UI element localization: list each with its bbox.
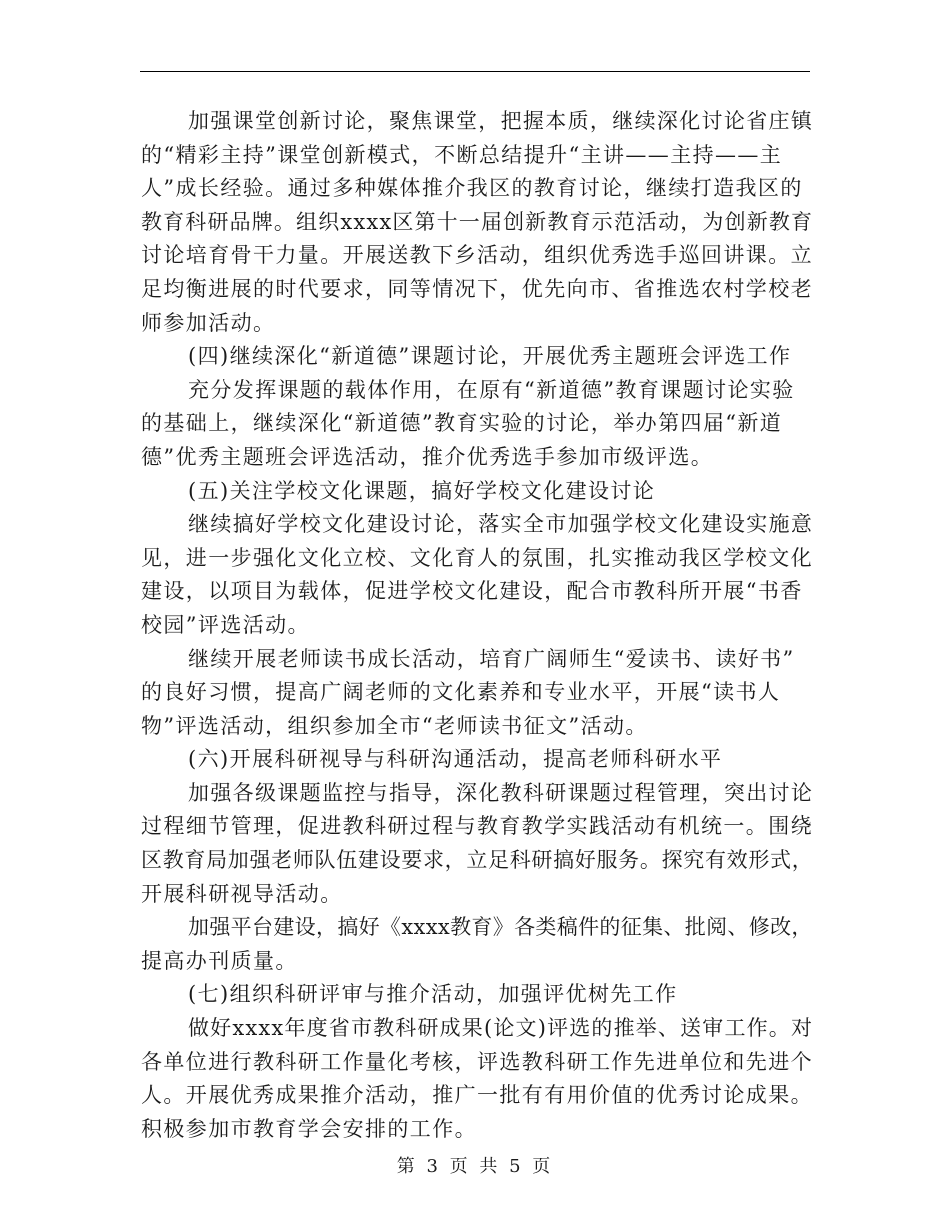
paragraph-line: 建设，以项目为载体，促进学校文化建设，配合市教科所开展“书香: [141, 579, 803, 604]
paragraph-line: 见，进一步强化文化立校、文化育人的氛围，扎实推动我区学校文化: [141, 545, 813, 570]
document-body: [141, 105, 813, 1146]
paragraph-line: 人”成长经验。通过多种媒体推介我区的教育讨论，继续打造我区的: [141, 176, 803, 201]
paragraph-line: 积极参加市教育学会安排的工作。: [141, 1116, 477, 1141]
paragraph-line: 的基础上，继续深化“新道德”教育实验的讨论，举办第四届“新道: [141, 411, 783, 436]
section-heading-6: (六)开展科研视导与科研沟通活动，提高老师科研水平: [188, 747, 723, 772]
page-number-footer: 第 3 页 共 5 页: [396, 1156, 554, 1177]
paragraph-line: 过程细节管理，促进教科研过程与教育教学实践活动有机统一。围绕: [141, 814, 813, 839]
paragraph-line: 加强平台建设，搞好《xxxx教育》各类稿件的征集、批阅、修改，: [188, 915, 813, 940]
section-heading-4: (四)继续深化“新道德”课题讨论，开展优秀主题班会评选工作: [188, 344, 792, 369]
paragraph-line: 继续开展老师读书成长活动，培育广阔师生“爱读书、读好书”: [188, 646, 795, 671]
paragraph-line: 校园”评选活动。: [141, 612, 310, 637]
paragraph-line: 德”优秀主题班会评选活动，推介优秀选手参加市级评选。: [141, 444, 714, 469]
paragraph-line: 继续搞好学校文化建设讨论，落实全市加强学校文化建设实施意: [188, 512, 814, 537]
paragraph-line: 充分发挥课题的载体作用，在原有“新道德”教育课题讨论实验: [188, 377, 795, 402]
paragraph-line: 提高办刊质量。: [141, 948, 298, 973]
section-heading-5: (五)关注学校文化课题，搞好学校文化建设讨论: [188, 478, 656, 503]
paragraph-line: 加强课堂创新讨论，聚焦课堂，把握本质，继续深化讨论省庄镇: [188, 109, 814, 133]
paragraph-line: 足均衡进展的时代要求，同等情况下，优先向市、省推选农村学校老: [141, 276, 813, 301]
paragraph-line: 开展科研视导活动。: [141, 881, 343, 906]
section-heading-7: (七)组织科研评审与推介活动，加强评优树先工作: [188, 982, 678, 1007]
header-rule: [140, 71, 810, 72]
paragraph-line: 做好xxxx年度省市教科研成果(论文)评选的推举、送审工作。对: [188, 1016, 814, 1041]
paragraph-line: 各单位进行教科研工作量化考核，评选教科研工作先进单位和先进个: [141, 1049, 813, 1074]
paragraph-line: 区教育局加强老师队伍建设要求，立足科研搞好服务。探究有效形式，: [141, 848, 814, 873]
paragraph-line: 讨论培育骨干力量。开展送教下乡活动，组织优秀选手巡回讲课。立: [141, 243, 813, 268]
paragraph-line: 加强各级课题监控与指导，深化教科研课题过程管理，突出讨论: [188, 780, 814, 805]
paragraph-line: 物”评选活动，组织参加全市“老师读书征文”活动。: [141, 713, 648, 738]
paragraph-line: 师参加活动。: [141, 310, 276, 335]
paragraph-line: 的良好习惯，提高广阔老师的文化素养和专业水平，开展“读书人: [141, 680, 781, 705]
paragraph-line: 的“精彩主持”课堂创新模式，不断总结提升“主讲——主持——主: [141, 142, 783, 167]
paragraph-line: 教育科研品牌。组织xxxx区第十一届创新教育示范活动，为创新教育: [141, 209, 814, 234]
paragraph-line: 人。开展优秀成果推介活动，推广一批有有用价值的优秀讨论成果。: [141, 1083, 813, 1108]
